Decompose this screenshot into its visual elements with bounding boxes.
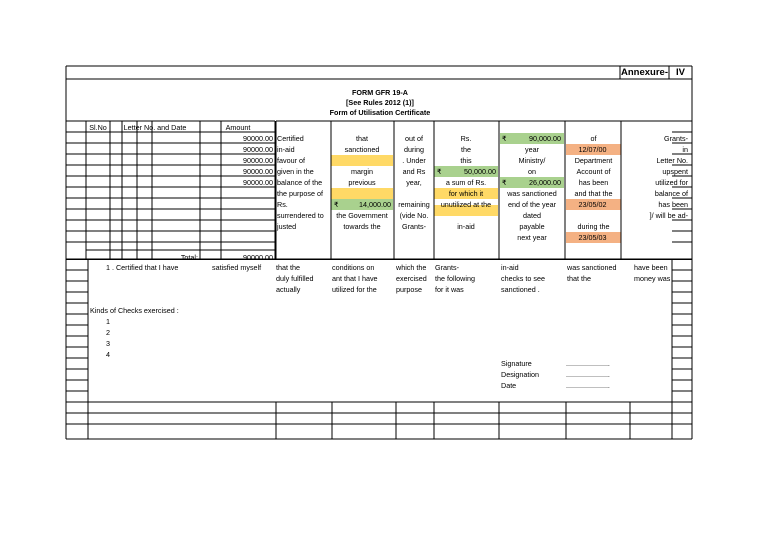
cert-text-cell: . Under — [402, 156, 426, 165]
cert-text-cell: for which it — [448, 189, 484, 198]
cert-text-cell: and Rs — [402, 167, 426, 176]
cert-text-cell: this — [460, 156, 472, 165]
paragraph-text: purpose — [396, 285, 422, 294]
paragraph-text: ant that I have — [332, 274, 378, 283]
paragraph-text: in-aid — [501, 263, 519, 272]
cert-text-cell: Rs. — [277, 200, 288, 209]
amount-90000: 90,000.00 — [529, 134, 561, 143]
amount-cell: 90000.00 — [243, 145, 273, 154]
designation-dots: ...................... — [566, 370, 610, 379]
cert-text-cell: a sum of Rs. — [445, 178, 487, 187]
paragraph-text: 1 . Certified that I have — [106, 263, 179, 272]
rupee-symbol: ₹ — [502, 178, 507, 187]
header-amount: Amount — [225, 123, 251, 132]
cert-text-cell: next year — [517, 233, 547, 242]
paragraph-text: which the — [396, 263, 427, 272]
date-dated: 23/05/02 — [578, 200, 607, 209]
cert-text-cell: surrendered to — [277, 211, 324, 220]
amount-cell: 90000.00 — [243, 156, 273, 165]
designation-label: Designation — [501, 370, 539, 379]
cert-text-cell: previous — [348, 178, 376, 187]
cert-text-cell: Letter No. — [656, 156, 688, 165]
cert-text-cell: Account of — [576, 167, 611, 176]
cert-text-cell: unutilized at the — [440, 200, 492, 209]
cert-text-cell: (vide No. — [399, 211, 429, 220]
date-label: Date — [501, 381, 517, 390]
amount-cell: 90000.00 — [243, 134, 273, 143]
amount-50000: 50,000.00 — [464, 167, 496, 176]
cert-text-cell: Certified — [277, 134, 304, 143]
cert-text-cell: the — [461, 145, 471, 154]
check-item: 3 — [106, 339, 110, 348]
cert-text-cell: utilized for — [655, 178, 688, 187]
cert-text-cell: out of — [405, 134, 423, 143]
check-item: 2 — [106, 328, 110, 337]
cert-text-cell: Grants- — [402, 222, 426, 231]
cert-text-cell: during the — [577, 222, 610, 231]
cert-text-cell: year — [525, 145, 539, 154]
paragraph-text: have been — [634, 263, 668, 272]
cert-text-cell: sanctioned — [344, 145, 380, 154]
cert-text-cell: in-aid — [277, 145, 295, 154]
paragraph-text: that the — [276, 263, 300, 272]
cert-text-cell: Grants- — [664, 134, 688, 143]
cert-text-cell: of — [590, 134, 597, 143]
cert-text-cell: balance of — [654, 189, 688, 198]
paragraph-text: was sanctioned — [567, 263, 617, 272]
paragraph-text: the following — [435, 274, 475, 283]
amount-cell: 90000.00 — [243, 167, 273, 176]
cert-text-cell: in-aid — [457, 222, 475, 231]
cert-text-cell: towards the — [343, 222, 381, 231]
paragraph-text: Grants- — [435, 263, 459, 272]
cert-text-cell: and that the — [574, 189, 613, 198]
cert-text-cell: year, — [406, 178, 422, 187]
cert-text-cell: upspent — [662, 167, 688, 176]
signature-dots: ...................... — [566, 359, 610, 368]
cert-text-cell: payable — [519, 222, 545, 231]
cert-text-cell: Rs. — [460, 134, 472, 143]
form-rules: [See Rules 2012 (1)] — [346, 98, 414, 107]
paragraph-text: duly fulfilled — [276, 274, 314, 283]
highlight-yellow — [331, 188, 393, 199]
highlight-yellow — [331, 155, 393, 166]
cert-text-cell: that — [356, 134, 368, 143]
cert-text-cell: given in the — [277, 167, 314, 176]
date-sanction: 12/07/00 — [578, 145, 607, 154]
paragraph-text: conditions on — [332, 263, 375, 272]
paragraph-text: checks to see — [501, 274, 545, 283]
cert-text-cell: has been — [658, 200, 688, 209]
header-letter-no: Letter No. and Date — [123, 123, 187, 132]
cert-text-cell: ]/ will be ad- — [649, 211, 688, 220]
cert-text-cell: end of the year — [508, 200, 556, 209]
paragraph-text: utilized for the — [332, 285, 377, 294]
total-label: Total: — [180, 253, 198, 262]
cert-text-cell: margin — [351, 167, 373, 176]
cert-text-cell: in — [682, 145, 688, 154]
cert-text-cell: was sanctioned — [507, 189, 557, 198]
date-payable: 23/05/03 — [578, 233, 607, 242]
check-item: 1 — [106, 317, 110, 326]
check-item: 4 — [106, 350, 110, 359]
cert-text-cell: on — [528, 167, 536, 176]
amount-cell: 90000.00 — [243, 178, 273, 187]
form-title: FORM GFR 19-A — [352, 88, 408, 97]
cert-text-cell: during — [404, 145, 424, 154]
cert-text-cell: the purpose of — [277, 189, 323, 198]
paragraph-text: sanctioned . — [501, 285, 540, 294]
form-subtitle: Form of Utilisation Certificate — [329, 108, 431, 117]
cert-text-cell: balance of the — [277, 178, 323, 187]
paragraph-text: satisfied myself — [212, 263, 262, 272]
rupee-symbol: ₹ — [437, 167, 442, 176]
paragraph-text: that the — [567, 274, 591, 283]
header-sl-no: Sl.No — [89, 123, 107, 132]
annexure-number: IV — [676, 67, 685, 78]
paragraph-text: exercised — [396, 274, 427, 283]
cert-text-cell: has been — [578, 178, 609, 187]
rupee-symbol: ₹ — [334, 200, 339, 209]
paragraph-text: money was — [634, 274, 671, 283]
cert-text-cell: Ministry/ — [518, 156, 546, 165]
checks-heading: Kinds of Checks exercised : — [90, 306, 179, 315]
paragraph-text: actually — [276, 285, 301, 294]
amount-26000: 26,000.00 — [529, 178, 561, 187]
cert-text-cell: justed — [277, 222, 297, 231]
date-dots: ...................... — [566, 381, 610, 390]
rupee-symbol: ₹ — [502, 134, 507, 143]
total-value: 90000.00 — [243, 253, 273, 262]
annexure-label: Annexure- — [621, 67, 668, 78]
cert-text-cell: Department — [574, 156, 613, 165]
cert-text-cell: dated — [523, 211, 541, 220]
cert-text-cell: favour of — [277, 156, 305, 165]
signature-label: Signature — [501, 359, 532, 368]
cert-text-cell: the Government — [336, 211, 388, 220]
cert-text-cell: remaining — [398, 200, 430, 209]
paragraph-text: for it was — [435, 285, 464, 294]
amount-14000: 14,000.00 — [359, 200, 391, 209]
